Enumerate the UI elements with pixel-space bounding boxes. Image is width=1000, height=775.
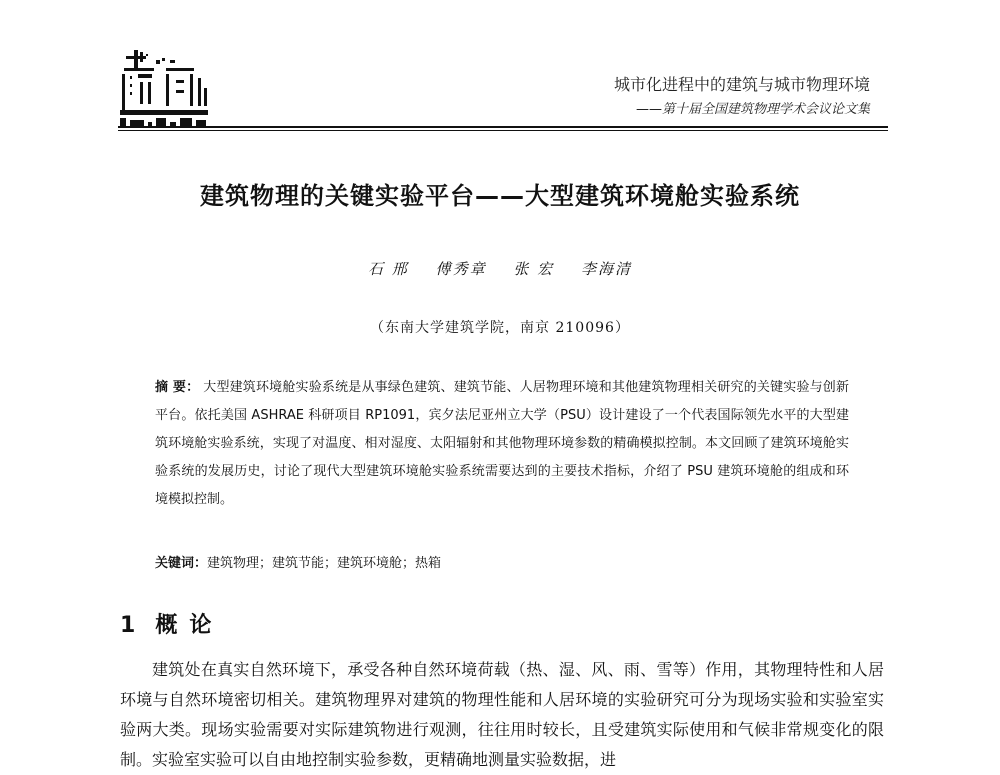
header-rule <box>118 126 888 128</box>
author-name: 傅秀章 <box>435 260 487 278</box>
author-name: 李海清 <box>580 260 632 278</box>
keywords <box>155 552 849 571</box>
author-name: 张 宏 <box>513 260 555 278</box>
abstract-text: 大型建筑环境舱实验系统是从事绿色建筑、建筑节能、人居物理环境和其他建筑物理相关研究的关键实验与创新平台。依托美国 ASHRAE 科研项目 RP1091，宾夕法尼亚州立大学（PSU）设计建设了一个代表国际领先水平的大型建筑环境舱实验系统，实现了对温度、相对湿度、太阳辐射和其他物理环境参数的精确模拟控制。本文回顾了建筑环境舱实验系统的发展历史，讨论了现代大型建筑环境舱实验系统需要达到的主要技术指标，介绍了 PSU 建筑环境舱的组成和环境模拟控制。 <box>155 380 849 507</box>
body-text <box>120 655 884 775</box>
author-name: 石 邢 <box>368 260 409 278</box>
abstract <box>155 374 849 514</box>
affiliation: （东南大学建筑学院，南京 210096） <box>370 320 630 336</box>
section-title: 概论 <box>155 613 224 638</box>
header-rule-thin <box>118 130 888 131</box>
paragraph: 建筑处在真实自然环境下，承受各种自然环境荷载（热、湿、风、雨、雪等）作用，其物理特性和人居环境与自然环境密切相关。建筑物理界对建筑的物理性能和人居环境的实验研究可分为现场实验和实验室实验两大类。现场实验需要对实际建筑物进行观测，往往用时较长，且受建筑实际使用和气候非常规变化的限制。实验室实验可以自由地控制实验参数，更精确地测量实验数据，进 <box>120 660 884 769</box>
proceedings-subtitle: ——第十届全国建筑物理学术会议论文集 <box>635 102 870 117</box>
author-list <box>0 258 1000 279</box>
keywords-label: 关键词： <box>155 556 208 571</box>
section-heading <box>120 608 223 639</box>
paper-title: 建筑物理的关键实验平台——大型建筑环境舱实验系统 <box>200 182 800 210</box>
keywords-text: 建筑物理；建筑节能；建筑环境舱；热箱 <box>207 556 442 571</box>
abstract-label: 摘 要： <box>155 380 200 395</box>
section-number: 1 <box>120 613 136 638</box>
proceedings-title: 城市化进程中的建筑与城市物理环境 <box>613 75 870 94</box>
conference-logo-icon <box>118 48 210 132</box>
